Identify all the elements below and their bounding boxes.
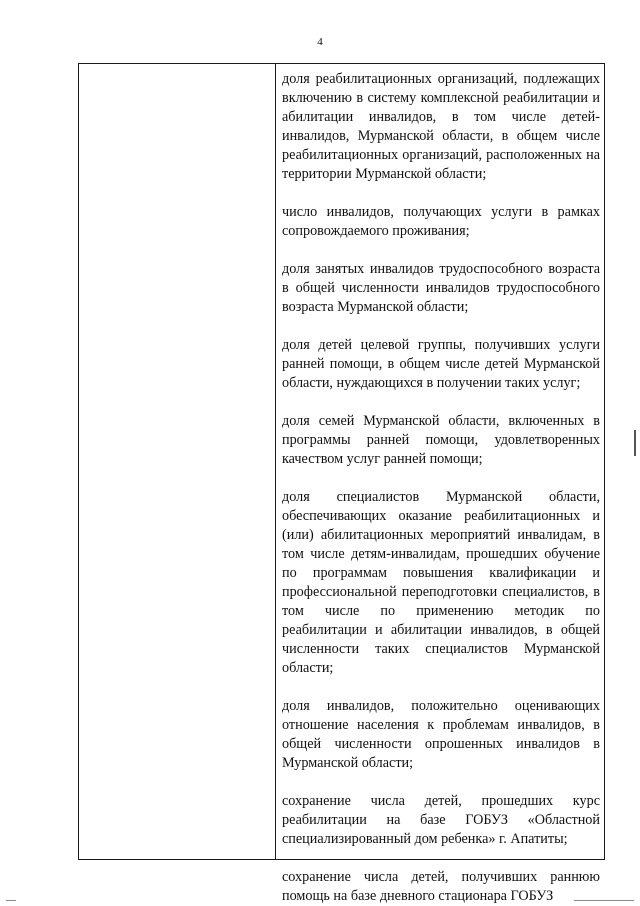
indicator-paragraph: сохранение числа детей, прошедших курс реабилитации на базе ГОБУЗ «Областной специализированный дом ребенка» г. Апатиты;	[282, 793, 600, 847]
scan-footer-mark	[6, 900, 16, 901]
table-right-cell	[276, 64, 604, 904]
indicator-paragraph: доля реабилитационных организаций, подлежащих включению в систему комплексной реабилитации и абилитации инвалидов, в том числе детей-инвалидов, Мурманской области, в общем числе реабилитационных организаций, расположенных на территории Мурманской области;	[282, 71, 600, 182]
scan-edge-mark	[634, 430, 636, 456]
indicator-paragraph: доля занятых инвалидов трудоспособного возраста в общей численности инвалидов трудоспособного возраста Мурманской области;	[282, 261, 600, 315]
indicator-paragraph: сохранение числа детей, получивших раннюю помощь на базе дневного стационара ГОБУЗ	[282, 869, 600, 904]
table-left-cell	[79, 64, 276, 859]
indicator-paragraph: доля инвалидов, положительно оценивающих отношение населения к проблемам инвалидов, в общей численности опрошенных инвалидов в Мурманской области;	[282, 698, 600, 771]
document-table	[78, 63, 605, 904]
page-number: 4	[317, 36, 323, 48]
indicator-paragraph: число инвалидов, получающих услуги в рамках сопровождаемого проживания;	[282, 204, 600, 239]
scan-footer-mark	[574, 900, 634, 901]
indicator-paragraph: доля специалистов Мурманской области, обеспечивающих оказание реабилитационных и (или) абилитационных мероприятий инвалидам, в том числе детям-инвалидам, прошедших обучение по программам повышения квалификации и профессиональной переподготовки специалистов, в том числе по применению методик по реабилитации и абилитации инвалидов, в общей численности таких специалистов Мурманской области;	[282, 489, 600, 676]
indicator-paragraph: доля семей Мурманской области, включенных в программы ранней помощи, удовлетворенных качеством услуг ранней помощи;	[282, 413, 600, 467]
indicator-paragraph: доля детей целевой группы, получивших услуги ранней помощи, в общем числе детей Мурманской области, нуждающихся в получении таких услуг;	[282, 337, 600, 391]
